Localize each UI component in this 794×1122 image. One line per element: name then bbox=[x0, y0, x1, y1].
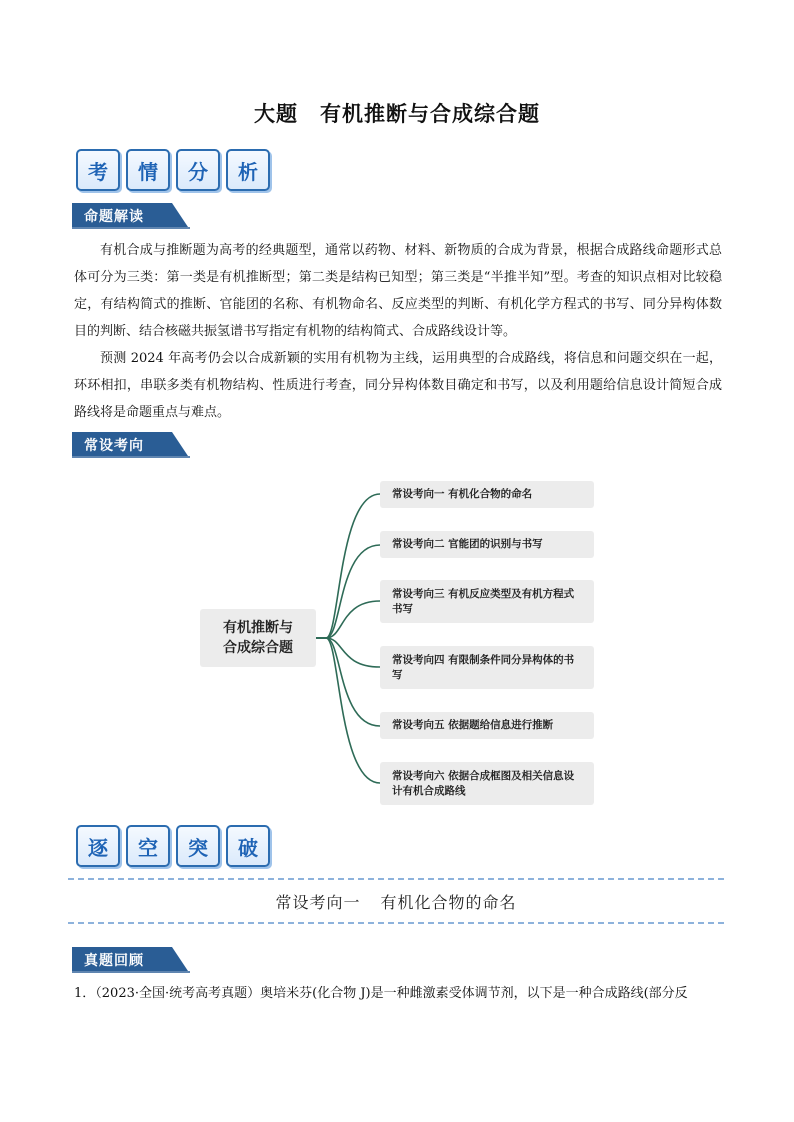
mindmap-branch: 常设考向一 有机化合物的命名 bbox=[380, 481, 594, 508]
paragraph-forecast: 预测 2024 年高考仍会以合成新颖的实用有机物为主线，运用典型的合成路线，将信息和问题交织在一起，环环相扣，串联多类有机物结构、性质进行考查，同分异构体数目确定和书写，以及利用题给信息设计简短合成路线将是命题重点与难点。 bbox=[74, 351, 722, 420]
tile-char: 情 bbox=[126, 149, 170, 191]
connector-2 bbox=[316, 545, 380, 638]
mindmap-branch: 常设考向六 依据合成框图及相关信息设计有机合成路线 bbox=[380, 762, 594, 805]
banner-review bbox=[72, 947, 190, 973]
tile-char: 考 bbox=[76, 149, 120, 191]
tile-char: 突 bbox=[176, 825, 220, 867]
mindmap-branch: 常设考向四 有限制条件同分异构体的书写 bbox=[380, 646, 594, 689]
question-1: 1．（2023·全国·统考高考真题）奥培米芬(化合物 J)是一种雌激素受体调节剂，以下是一种合成路线(部分反 bbox=[74, 986, 688, 1001]
exam-analysis-tiles bbox=[76, 149, 270, 191]
banner-proposition bbox=[72, 203, 190, 229]
connector-4 bbox=[316, 638, 380, 667]
tile-char: 破 bbox=[226, 825, 270, 867]
tile-char: 空 bbox=[126, 825, 170, 867]
connector-5 bbox=[316, 638, 380, 726]
page-title bbox=[0, 98, 794, 128]
banner-label: 常设考向 bbox=[84, 438, 144, 454]
banner-label: 命题解读 bbox=[84, 209, 144, 225]
connector-3 bbox=[316, 601, 380, 638]
section-heading-b: 有机化合物的命名 bbox=[380, 892, 517, 912]
mindmap-branch: 常设考向三 有机反应类型及有机方程式书写 bbox=[380, 580, 594, 623]
tile-char: 分 bbox=[176, 149, 220, 191]
mindmap-branch: 常设考向五 依据题给信息进行推断 bbox=[380, 712, 594, 739]
section-heading bbox=[68, 878, 724, 924]
connector-6 bbox=[316, 638, 380, 783]
section-heading-a: 常设考向一 bbox=[275, 892, 361, 912]
page-title-sub: 有机推断与合成综合题 bbox=[320, 102, 540, 126]
tile-char: 逐 bbox=[76, 825, 120, 867]
tile-char: 析 bbox=[226, 149, 270, 191]
paragraph-intro: 有机合成与推断题为高考的经典题型，通常以药物、材料、新物质的合成为背景，根据合成路线命题形式总体可分为三类：第一类是有机推断型；第二类是结构已知型；第三类是“半推半知”型。考查的知识点相对比较稳定，有结构简式的推断、官能团的名称、有机物命名、反应类型的判断、有机化学方程式的书写、同分异构体数目的判断、结合核磁共振氢谱书写指定有机物的结构简式、合成路线设计等。 bbox=[74, 243, 722, 339]
connector-1 bbox=[316, 494, 380, 638]
page-title-main: 大题 bbox=[254, 102, 298, 126]
breakthrough-tiles bbox=[76, 825, 270, 867]
mindmap-branch: 常设考向二 官能团的识别与书写 bbox=[380, 531, 594, 558]
mindmap-root: 有机推断与合成综合题 bbox=[200, 609, 316, 667]
banner-label: 真题回顾 bbox=[84, 953, 144, 969]
banner-directions bbox=[72, 432, 190, 458]
